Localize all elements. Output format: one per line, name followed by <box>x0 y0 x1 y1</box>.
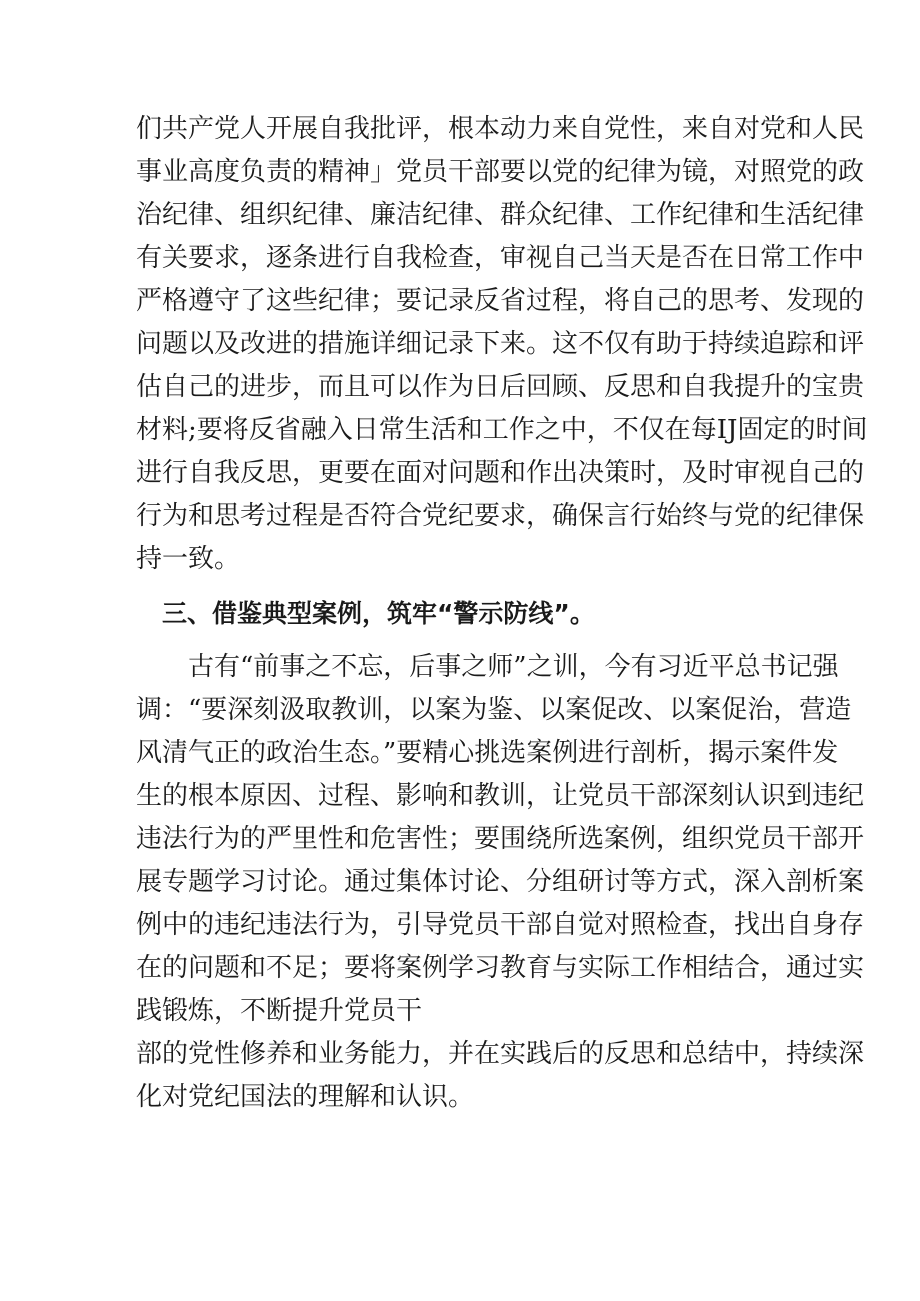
paragraph-2 <box>136 646 865 1033</box>
text-line: 展专题学习讨论。通过集体讨论、分组研讨等方式，深入剖析案 <box>136 867 865 897</box>
text-line: 调：“要深刻汲取教训，以案为鉴、以案促改、以案促治，营造 <box>136 695 852 725</box>
text-line: 例中的违纪违法行为，引导党员干部自觉对照检查，找出自身存 <box>136 910 865 940</box>
paragraph-3 <box>136 1033 865 1119</box>
text-line: 风清气正的政治生态。”要精心挑选案例进行剖析，揭示案件发 <box>136 738 839 768</box>
text-line: 行为和思考过程是否符合党纪要求，确保言行始终与党的纪律保 <box>136 501 865 531</box>
text-line: 严格遵守了这些纪律；要记录反省过程，将自己的思考、发现的 <box>136 286 865 316</box>
text-line: 治纪律、组织纪律、廉洁纪律、群众纪律、工作纪律和生活纪律 <box>136 200 865 230</box>
text-line: 有关要求，逐条进行自我检查，审视自己当天是否在日常工作中 <box>136 243 865 273</box>
text-line: 们共产党人开展自我批评，根本动力来自党性，来自对党和人民 <box>136 114 865 144</box>
text-line: 部的党性修养和业务能力，并在实践后的反思和总结中，持续深 <box>136 1039 865 1069</box>
text-line: 进行自我反思，更要在面对问题和作出决策时，及时审视自己的 <box>136 458 865 488</box>
text-line: 化对党纪国法的理解和认识。 <box>136 1082 475 1112</box>
text-line: 在的问题和不足；要将案例学习教育与实际工作相结合，通过实 <box>136 953 865 983</box>
text-line: 违法行为的严里性和危害性；要围绕所选案例，组织党员干部开 <box>136 824 865 854</box>
text-line: 践锻炼，不断提升党员干 <box>136 996 423 1026</box>
text-line: 问题以及改进的措施详细记录下来。这不仅有助于持续追踪和评 <box>136 329 865 359</box>
text-line: 持一致。 <box>136 544 241 574</box>
text-line: 古有“前事之不忘，后事之师”之训，今有习近平总书记强 <box>188 652 839 682</box>
document-body <box>136 108 868 1119</box>
text-line: 材料;要将反省融入日常生活和工作之中，不仅在每IJ固定的时间 <box>136 415 868 445</box>
text-line: 事业高度负责的精神」党员干部要以党的纪律为镜，对照党的政 <box>136 157 865 187</box>
section-heading: 三、借鉴典型案例，筑牢“警示防线”。 <box>162 599 595 628</box>
text-line: 生的根本原因、过程、影响和教训，让党员干部深刻认识到违纪 <box>136 781 865 811</box>
text-line: 估自己的进步，而且可以作为日后回顾、反思和自我提升的宝贵 <box>136 372 865 402</box>
paragraph-1 <box>136 108 868 581</box>
